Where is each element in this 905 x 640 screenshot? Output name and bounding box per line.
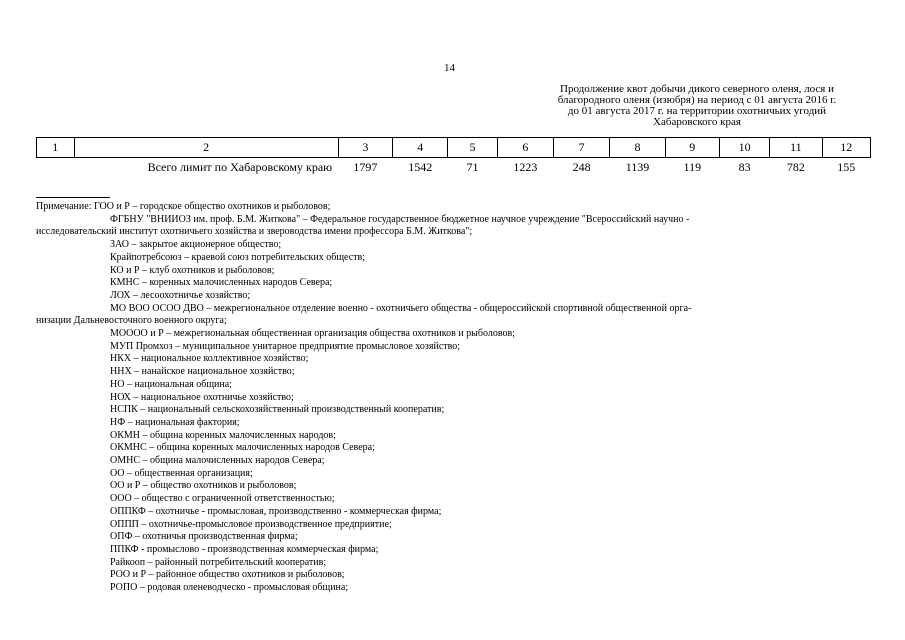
note-line: ОО и Р – общество охотников и рыболовов;	[110, 480, 297, 492]
note-line: НФ – национальная фактория;	[110, 416, 240, 428]
note-line: НО – национальная община;	[110, 378, 232, 390]
note-line: МО ВОО ОСОО ДВО – межрегиональное отделение военно - охотничьего общества - общероссийской спортивной общественной орга-	[110, 302, 692, 314]
column-header: 12	[822, 138, 870, 158]
total-cell: 83	[738, 160, 751, 174]
note-line: ОППП – охотничье-промысловое производственное предприятие;	[110, 518, 392, 530]
total-cell: 119	[683, 160, 702, 174]
note-line: Примечание: ГОО и Р – городское общество охотников и рыболовов;	[36, 201, 331, 212]
note-line: МУП Промхоз – муниципальное унитарное предприятие промысловое хозяйство;	[110, 340, 461, 352]
table-caption	[520, 84, 874, 128]
note-line: НСПК – национальный сельскохозяйственный производственный кооператив;	[110, 404, 445, 416]
quota-table	[36, 137, 871, 177]
note-line: РОПО – родовая оленеводческо - промысловая община;	[110, 582, 349, 594]
caption-line: до 01 августа 2017 г. на территории охотничьих угодий	[567, 105, 827, 117]
total-cell: 248	[572, 160, 591, 174]
total-cell: 1139	[625, 160, 650, 174]
note-line: ННХ – нанайское национальное хозяйство;	[110, 366, 295, 378]
caption-line: Хабаровского края	[653, 116, 741, 128]
note-line: МОООО и Р – межрегиональная общественная организация общества охотников и рыболовов;	[110, 328, 516, 340]
page-number: 14	[444, 62, 455, 74]
total-cell: 1542	[408, 160, 433, 174]
note-line: ФГБНУ "ВНИИОЗ им. проф. Б.М. Житкова" – Федеральное государственное бюджетное научное учреждение "Всероссийский научно -	[110, 213, 690, 225]
notes-block	[36, 201, 876, 595]
total-cell: 71	[466, 160, 479, 174]
note-line: ОКМН – община коренных малочисленных народов;	[110, 429, 336, 441]
note-line: ЗАО – закрытое акционерное общество;	[110, 239, 282, 251]
column-header: 4	[393, 138, 448, 158]
column-number-row	[37, 138, 871, 158]
column-header: 7	[554, 138, 610, 158]
note-line: ЛОХ – лесоохотничье хозяйство;	[110, 289, 251, 301]
column-header: 3	[338, 138, 392, 158]
note-line: ОППКФ – охотничье - промысловая, производственно - коммерческая фирма;	[110, 505, 442, 517]
note-line: РОО и Р – районное общество охотников и рыболовов;	[110, 569, 345, 581]
total-row	[37, 158, 871, 178]
total-cell: 782	[786, 160, 805, 174]
note-line: Крайпотребсоюз – краевой союз потребительских обществ;	[110, 251, 366, 263]
note-line: низации Дальневосточного военного округа;	[36, 315, 227, 327]
total-cell: 1223	[513, 160, 538, 174]
note-line: ОКМНС – община коренных малочисленных народов Севера;	[110, 442, 375, 454]
note-line: ОО – общественная организация;	[110, 467, 253, 479]
column-header: 5	[448, 138, 497, 158]
total-row-label: Всего лимит по Хабаровскому краю	[147, 160, 333, 174]
note-line: Райкооп – районный потребительский кооператив;	[110, 556, 327, 568]
footnote-divider	[36, 197, 110, 198]
total-cell: 1797	[353, 160, 378, 174]
note-line: КМНС – коренных малочисленных народов Севера;	[110, 277, 333, 289]
total-cell: 155	[837, 160, 856, 174]
caption-line: благородного оленя (изюбря) на период с 01 августа 2016 г.	[557, 94, 837, 106]
column-header: 2	[74, 138, 338, 158]
note-line: ППКФ - промыслово - производственная коммерческая фирма;	[110, 543, 379, 555]
note-line: ООО – общество с ограниченной ответственностью;	[110, 493, 335, 505]
column-header: 10	[719, 138, 769, 158]
note-line: НОХ – национальное охотничье хозяйство;	[110, 391, 294, 403]
note-line: исследовательский институт охотничьего хозяйства и звероводства имени профессора Б.М. Житкова";	[36, 226, 473, 238]
column-header: 8	[610, 138, 665, 158]
column-header: 1	[37, 138, 75, 158]
note-line: КО и Р – клуб охотников и рыболовов;	[110, 264, 275, 276]
note-line: ОМНС – община малочисленных народов Севера;	[110, 455, 325, 467]
note-line: НКХ – национальное коллективное хозяйство;	[110, 353, 309, 365]
column-header: 6	[497, 138, 553, 158]
caption-line: Продолжение квот добычи дикого северного оленя, лося и	[560, 83, 834, 95]
column-header: 11	[770, 138, 822, 158]
note-line: ОПФ – охотничья производственная фирма;	[110, 531, 298, 543]
column-header: 9	[665, 138, 719, 158]
